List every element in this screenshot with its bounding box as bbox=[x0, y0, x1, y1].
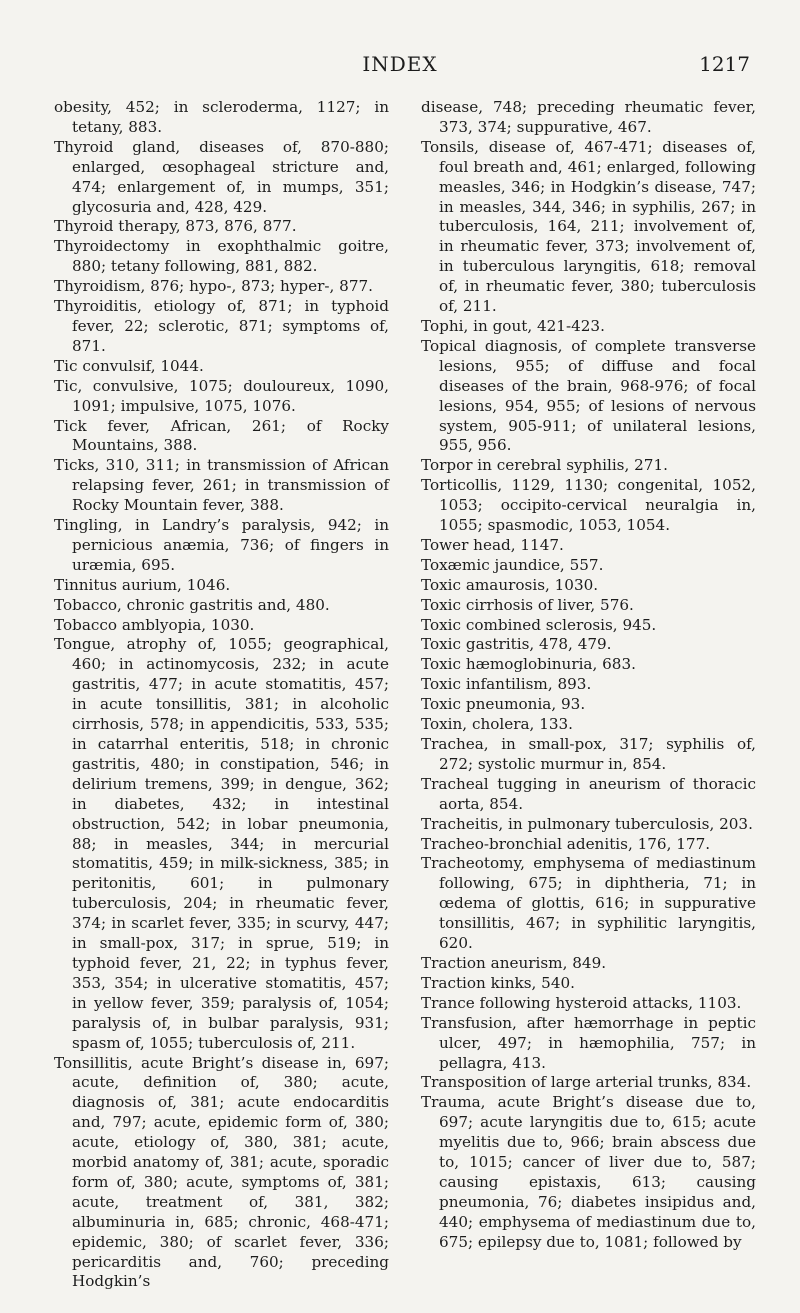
page-header bbox=[50, 52, 750, 80]
index-entry: Tingling, in Landry’s paralysis, 942; in pernicious anæmia, 736; of fingers in uræmia, 695. bbox=[54, 516, 389, 574]
index-entry: Toxic pneumonia, 93. bbox=[421, 695, 586, 714]
index-entry: Tracheitis, in pulmonary tuberculosis, 203. bbox=[421, 814, 753, 833]
index-entry: Topical diagnosis, of complete transverse lesions, 955; of diffuse and focal diseases of the brain, 968-976; of focal lesions, 954, 955; of lesions of nervous system, 905-911; of unilateral lesions, 955, 956. bbox=[421, 336, 756, 455]
index-entry: Tic convulsif, 1044. bbox=[54, 356, 204, 375]
index-entry: Transfusion, after hæmorrhage in peptic ulcer, 497; in hæmophilia, 757; in pellagra, 413. bbox=[421, 1013, 756, 1072]
index-entry: Tracheo-bronchial adenitis, 176, 177. bbox=[421, 834, 711, 853]
index-entry: Thyroid therapy, 873, 876, 877. bbox=[54, 217, 297, 236]
index-entry: Trauma, acute Bright’s disease due to, 697; acute laryngitis due to, 615; acute myelitis due to, 966; brain abscess due to, 1015; cancer of liver due to, 587; causing epistaxis, 613; causing pneumonia, 76; diabetes insipidus and, 440; emphysema of mediastinum due to, 675; epilepsy due to, 1081; followed by bbox=[421, 1093, 756, 1251]
index-entry: Tobacco amblyopia, 1030. bbox=[54, 615, 255, 634]
index-entry: Toxic infantilism, 893. bbox=[421, 675, 592, 694]
page-title: INDEX bbox=[362, 52, 438, 76]
index-entry: Transposition of large arterial trunks, 834. bbox=[421, 1073, 752, 1092]
index-entry: Thyroid gland, diseases of, 870-880; enlarged, œsophageal stricture and, 474; enlargement of, in mumps, 351; glycosuria and, 428, 429. bbox=[54, 137, 389, 216]
index-entry: Tracheal tugging in aneurism of thoracic aorta, 854. bbox=[421, 774, 756, 813]
index-entry: Toxic hæmoglobinuria, 683. bbox=[421, 655, 636, 674]
index-entry: Trance following hysteroid attacks, 1103. bbox=[421, 993, 742, 1012]
index-entry: Tick fever, African, 261; of Rocky Mountains, 388. bbox=[54, 416, 389, 455]
index-entry: Tophi, in gout, 421-423. bbox=[421, 316, 605, 335]
index-entry: Tongue, atrophy of, 1055; geographical, 460; in actinomycosis, 232; in acute gastritis, 477; in acute stomatitis, 457; in acute tonsillitis, 381; in alcoholic cirrhosis, 578; in appendicitis, 533, 535; in catarrhal enteritis, 518; in chronic gastritis, 480; in constipation, 546; in delirium tremens, 399; in dengue, 362; in diabetes, 432; in intestinal obstruction, 542; in lobar pneumonia, 88; in measles, 344; in mercurial stomatitis, 459; in milk-sickness, 385; in peritonitis, 601; in pulmonary tuberculosis, 204; in rheumatic fever, 374; in scarlet fever, 335; in scurvy, 447; in small-pox, 317; in sprue, 519; in typhoid fever, 21, 22; in typhus fever, 353, 354; in ulcerative stomatitis, 457; in yellow fever, 359; paralysis of, 1054; paralysis of, in bulbar paralysis, 931; spasm of, 1055; tuberculosis of, 211. bbox=[54, 635, 389, 1052]
index-entry: Toxæmic jaundice, 557. bbox=[421, 555, 604, 574]
index-entry: Tinnitus aurium, 1046. bbox=[54, 575, 231, 594]
index-entry: Toxin, cholera, 133. bbox=[421, 715, 574, 734]
page-number: 1217 bbox=[699, 52, 750, 76]
index-entry: Toxic amaurosis, 1030. bbox=[421, 575, 599, 594]
index-entry: Tobacco, chronic gastritis and, 480. bbox=[54, 595, 330, 614]
index-entry: Thyroiditis, etiology of, 871; in typhoid fever, 22; sclerotic, 871; symptoms of, 871. bbox=[54, 297, 389, 355]
index-entry: Thyroidism, 876; hypo-, 873; hyper-, 877. bbox=[54, 277, 373, 296]
index-entry: Thyroidectomy in exophthalmic goitre, 880; tetany following, 881, 882. bbox=[54, 237, 389, 276]
index-entry: Toxic gastritis, 478, 479. bbox=[421, 635, 612, 654]
index-entry: Traction aneurism, 849. bbox=[421, 953, 607, 972]
index-entry: Toxic cirrhosis of liver, 576. bbox=[421, 595, 634, 614]
index-entry: Tower head, 1147. bbox=[421, 535, 564, 554]
index-entry: Torticollis, 1129, 1130; congenital, 1052, 1053; occipito-cervical neuralgia in, 1055; spasmodic, 1053, 1054. bbox=[421, 476, 756, 535]
index-entry: Tracheotomy, emphysema of mediastinum following, 675; in diphtheria, 71; in œdema of glottis, 616; in suppurative tonsillitis, 467; in syphilitic laryngitis, 620. bbox=[421, 854, 756, 953]
index-entry: Trachea, in small-pox, 317; syphilis of, 272; systolic murmur in, 854. bbox=[421, 735, 756, 773]
index-columns bbox=[54, 98, 756, 1292]
index-entry: Tic, convulsive, 1075; douloureux, 1090, 1091; impulsive, 1075, 1076. bbox=[54, 376, 389, 415]
left-column bbox=[54, 98, 389, 1292]
index-entry: Ticks, 310, 311; in transmission of African relapsing fever, 261; in transmission of Rocky Mountain fever, 388. bbox=[54, 456, 389, 515]
index-entry: Tonsillitis, acute Bright’s disease in, 697; acute, definition of, 380; acute, diagnosis of, 381; acute endocarditis and, 797; acute, epidemic form of, 380; acute, etiology of, 380, 381; acute, morbid anatomy of, 381; acute, sporadic form of, 380; acute, symptoms of, 381; acute, treatment of, 381, 382; albuminuria in, 685; chronic, 468-471; epidemic, 380; of scarlet fever, 336; pericarditis and, 760; preceding Hodgkin’s bbox=[54, 1053, 389, 1291]
index-entry: Traction kinks, 540. bbox=[421, 973, 575, 992]
index-entry: obesity, 452; in scleroderma, 1127; in tetany, 883. bbox=[54, 98, 389, 136]
right-column bbox=[421, 98, 756, 1292]
index-entry: disease, 748; preceding rheumatic fever, 373, 374; suppurative, 467. bbox=[421, 98, 756, 136]
index-entry: Torpor in cerebral syphilis, 271. bbox=[421, 456, 668, 475]
index-entry: Toxic combined sclerosis, 945. bbox=[421, 615, 657, 634]
index-entry: Tonsils, disease of, 467-471; diseases of, foul breath and, 461; enlarged, following measles, 346; in Hodgkin’s disease, 747; in measles, 344, 346; in syphilis, 267; in tuberculosis, 164, 211; involvement of, in rheumatic fever, 373; involvement of, in tuberculous laryngitis, 618; removal of, in rheumatic fever, 380; tuberculosis of, 211. bbox=[421, 137, 756, 316]
